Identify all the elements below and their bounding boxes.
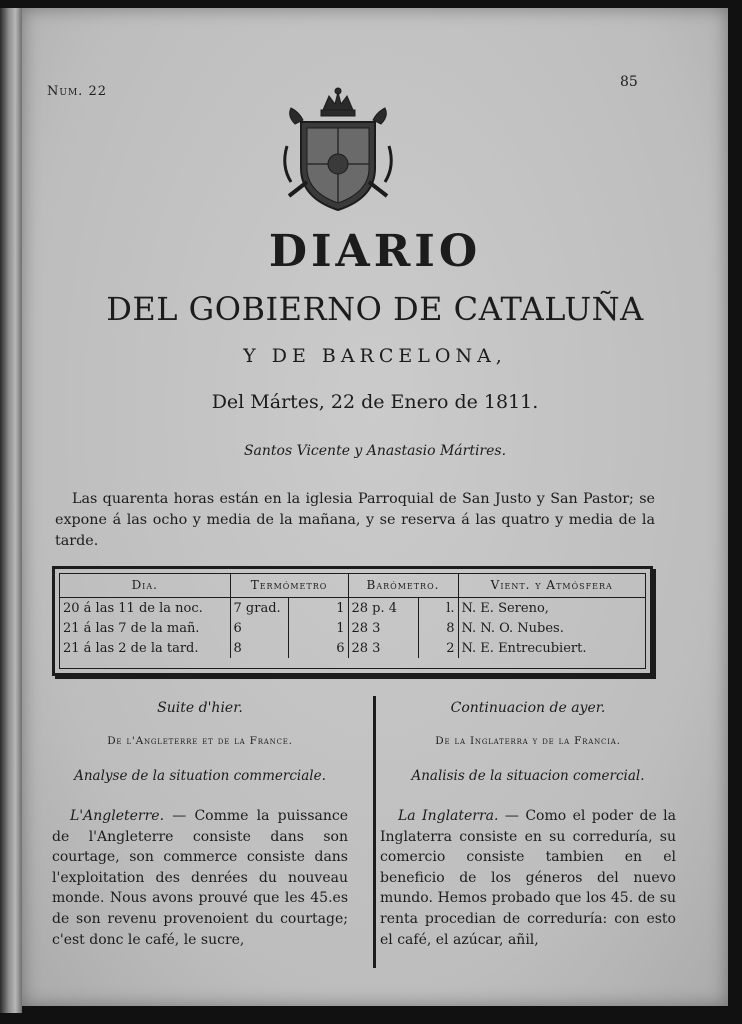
cell-dia: 21 á las 2 de la tard. <box>63 640 199 656</box>
saints-of-the-day: Santos Vicente y Anastasio Mártires. <box>243 443 507 459</box>
table-row <box>60 638 645 658</box>
church-notice: Las quarenta horas están en la iglesia Parroquial de San Justo y San Pastor; se expone á las ocho y media de la mañana, y se reserva á las quatro y media de la tarde. <box>55 491 655 549</box>
cell-baro-b: 2 <box>418 638 458 658</box>
column-title: Continuacion de ayer. <box>450 700 606 716</box>
body-lead: L'Angleterre. <box>70 808 165 824</box>
masthead-city: Y DE BARCELONA, <box>243 345 507 367</box>
masthead-title: DIARIO <box>268 226 482 277</box>
column-body <box>380 806 676 950</box>
body-lead: La Inglaterra. <box>398 808 499 824</box>
header-termometro: Termómetro <box>230 574 348 598</box>
header-dia: Dia. <box>60 574 230 598</box>
body-text: — Comme la puissance de l'Angleterre consiste dans son courtage, son commerce consiste dans l'exploitation des denrées du nouveau monde. Nous avons prouvé que les 45.es de son revenu provenoient du courtage; c'est donc le café, le sucre, <box>52 808 348 948</box>
column-body <box>52 806 348 950</box>
page-number: 85 <box>620 74 638 90</box>
french-column <box>52 700 348 950</box>
cell-term-b: 1 <box>288 598 348 619</box>
cell-term-a: 7 grad. <box>230 598 288 619</box>
cell-baro-b: l. <box>418 598 458 619</box>
body-text: — Como el poder de la Inglaterra consiste en su correduría, su comercio consiste tambien en el beneficio de los géneros del nuevo mundo. Hemos probado que los 45. de su renta procedian de correduría: con esto el café, el azúcar, añil, <box>380 808 676 948</box>
cell-viento: N. E. Sereno, <box>458 598 645 619</box>
header-barometro: Barómetro. <box>348 574 458 598</box>
weather-table-frame <box>52 566 653 676</box>
column-title: Suite d'hier. <box>157 700 243 716</box>
cell-baro-a: 28 3 <box>348 618 418 638</box>
royal-coat-of-arms-icon <box>277 86 399 218</box>
issue-date: Del Mártes, 22 de Enero de 1811. <box>211 391 539 413</box>
table-row <box>60 598 645 619</box>
cell-term-b: 1 <box>288 618 348 638</box>
cell-viento: N. E. Entrecubiert. <box>458 638 645 658</box>
masthead-subtitle: DEL GOBIERNO DE CATALUÑA <box>106 290 644 328</box>
column-analysis-heading: Analisis de la situacion comercial. <box>411 768 645 784</box>
newspaper-page <box>22 8 728 1006</box>
cell-baro-b: 8 <box>418 618 458 638</box>
table-row <box>60 618 645 638</box>
cell-term-a: 6 <box>230 618 288 638</box>
cell-term-a: 8 <box>230 638 288 658</box>
column-subhead: De l'Angleterre et de la France. <box>107 735 293 747</box>
column-subhead: De la Inglaterra y de la Francia. <box>435 735 621 747</box>
book-spine <box>0 8 22 1013</box>
cell-baro-a: 28 p. 4 <box>348 598 418 619</box>
cell-viento: N. N. O. Nubes. <box>458 618 645 638</box>
spanish-column <box>380 700 676 950</box>
weather-table <box>60 574 645 658</box>
column-analysis-heading: Analyse de la situation commerciale. <box>74 768 326 784</box>
cell-dia: 21 á las 7 de la mañ. <box>63 620 200 636</box>
header-viento: Vient. y Atmósfera <box>458 574 645 598</box>
cell-baro-a: 28 3 <box>348 638 418 658</box>
column-divider <box>373 696 376 968</box>
cell-dia: 20 á las 11 de la noc. <box>63 600 203 616</box>
cell-term-b: 6 <box>288 638 348 658</box>
issue-number: Num. 22 <box>47 84 107 99</box>
